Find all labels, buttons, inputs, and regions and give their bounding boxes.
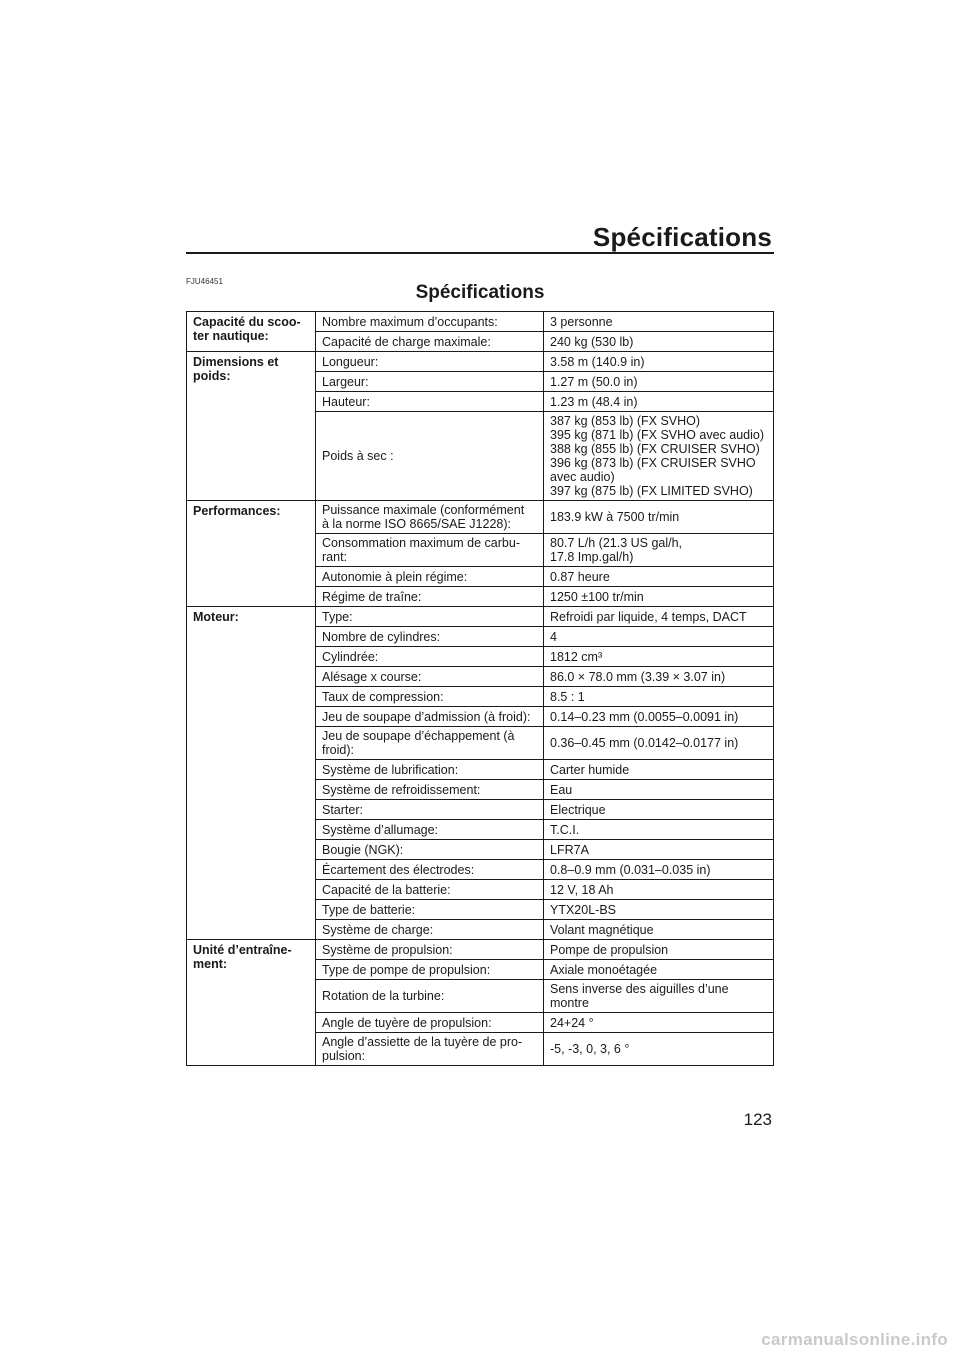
spec-value: 3 personne — [544, 312, 774, 332]
spec-label: Type: — [316, 607, 544, 627]
spec-value: T.C.I. — [544, 820, 774, 840]
spec-label: Capacité de la batterie: — [316, 880, 544, 900]
spec-category: Moteur: — [187, 607, 316, 940]
table-row — [187, 312, 774, 332]
spec-label: Largeur: — [316, 372, 544, 392]
spec-label: Nombre maximum d’occupants: — [316, 312, 544, 332]
spec-value: 0.36–0.45 mm (0.0142–0.0177 in) — [544, 727, 774, 760]
spec-label: Type de batterie: — [316, 900, 544, 920]
spec-value: 1.27 m (50.0 in) — [544, 372, 774, 392]
spec-label: Système de propulsion: — [316, 940, 544, 960]
table-row — [187, 940, 774, 960]
spec-category: Unité d’entraîne- ment: — [187, 940, 316, 1066]
spec-label: Système de refroidissement: — [316, 780, 544, 800]
spec-label: Jeu de soupape d’échappement (à froid): — [316, 727, 544, 760]
spec-value: 387 kg (853 lb) (FX SVHO) 395 kg (871 lb) (FX SVHO avec audio) 388 kg (855 lb) (FX CRUISER SVHO) 396 kg (873 lb) (FX CRUISER SVHO avec audio) 397 kg (875 lb) (FX LIMITED SVHO) — [544, 412, 774, 501]
spec-label: Poids à sec : — [316, 412, 544, 501]
spec-label: Système de charge: — [316, 920, 544, 940]
header-rule — [186, 252, 774, 254]
spec-label: Starter: — [316, 800, 544, 820]
spec-label: Écartement des électrodes: — [316, 860, 544, 880]
spec-value: 0.14–0.23 mm (0.0055–0.0091 in) — [544, 707, 774, 727]
spec-value: Refroidi par liquide, 4 temps, DACT — [544, 607, 774, 627]
spec-label: Angle d’assiette de la tuyère de pro- pulsion: — [316, 1033, 544, 1066]
document-code: FJU46451 — [186, 277, 223, 286]
spec-label: Autonomie à plein régime: — [316, 567, 544, 587]
spec-label: Hauteur: — [316, 392, 544, 412]
spec-value: 0.87 heure — [544, 567, 774, 587]
spec-value: Axiale monoétagée — [544, 960, 774, 980]
spec-label: Jeu de soupape d’admission (à froid): — [316, 707, 544, 727]
spec-value: 3.58 m (140.9 in) — [544, 352, 774, 372]
spec-label: Alésage x course: — [316, 667, 544, 687]
spec-value: -5, -3, 0, 3, 6 ° — [544, 1033, 774, 1066]
spec-value: 4 — [544, 627, 774, 647]
spec-label: Régime de traîne: — [316, 587, 544, 607]
spec-label: Type de pompe de propulsion: — [316, 960, 544, 980]
spec-label: Taux de compression: — [316, 687, 544, 707]
spec-value: LFR7A — [544, 840, 774, 860]
page-number: 123 — [743, 1110, 772, 1129]
spec-value: 1250 ±100 tr/min — [544, 587, 774, 607]
spec-value: 86.0 × 78.0 mm (3.39 × 3.07 in) — [544, 667, 774, 687]
spec-value: 1812 cm³ — [544, 647, 774, 667]
specifications-table — [186, 311, 774, 1066]
spec-value: YTX20L-BS — [544, 900, 774, 920]
spec-value: 1.23 m (48.4 in) — [544, 392, 774, 412]
spec-label: Cylindrée: — [316, 647, 544, 667]
spec-label: Nombre de cylindres: — [316, 627, 544, 647]
watermark: carmanualsonline.info — [761, 1330, 948, 1349]
spec-value: Volant magnétique — [544, 920, 774, 940]
spec-label: Puissance maximale (conformément à la norme ISO 8665/SAE J1228): — [316, 501, 544, 534]
spec-category: Dimensions et poids: — [187, 352, 316, 501]
spec-value: Electrique — [544, 800, 774, 820]
spec-value: Carter humide — [544, 760, 774, 780]
spec-value: 8.5 : 1 — [544, 687, 774, 707]
spec-label: Système d’allumage: — [316, 820, 544, 840]
spec-label: Angle de tuyère de propulsion: — [316, 1013, 544, 1033]
spec-value: Pompe de propulsion — [544, 940, 774, 960]
table-row — [187, 352, 774, 372]
spec-category: Capacité du scoo- ter nautique: — [187, 312, 316, 352]
spec-value: Eau — [544, 780, 774, 800]
page-header-title: Spécifications — [592, 222, 772, 252]
spec-value: 0.8–0.9 mm (0.031–0.035 in) — [544, 860, 774, 880]
spec-value: Sens inverse des aiguilles d’une montre — [544, 980, 774, 1013]
spec-label: Consommation maximum de carbu- rant: — [316, 534, 544, 567]
spec-value: 24+24 ° — [544, 1013, 774, 1033]
spec-value: 80.7 L/h (21.3 US gal/h, 17.8 Imp.gal/h) — [544, 534, 774, 567]
spec-label: Capacité de charge maximale: — [316, 332, 544, 352]
spec-value: 12 V, 18 Ah — [544, 880, 774, 900]
spec-label: Système de lubrification: — [316, 760, 544, 780]
spec-value: 183.9 kW à 7500 tr/min — [544, 501, 774, 534]
spec-label: Longueur: — [316, 352, 544, 372]
spec-value: 240 kg (530 lb) — [544, 332, 774, 352]
table-row — [187, 501, 774, 534]
spec-label: Rotation de la turbine: — [316, 980, 544, 1013]
spec-category: Performances: — [187, 501, 316, 607]
table-row — [187, 607, 774, 627]
spec-label: Bougie (NGK): — [316, 840, 544, 860]
section-title: Spécifications — [415, 282, 545, 303]
